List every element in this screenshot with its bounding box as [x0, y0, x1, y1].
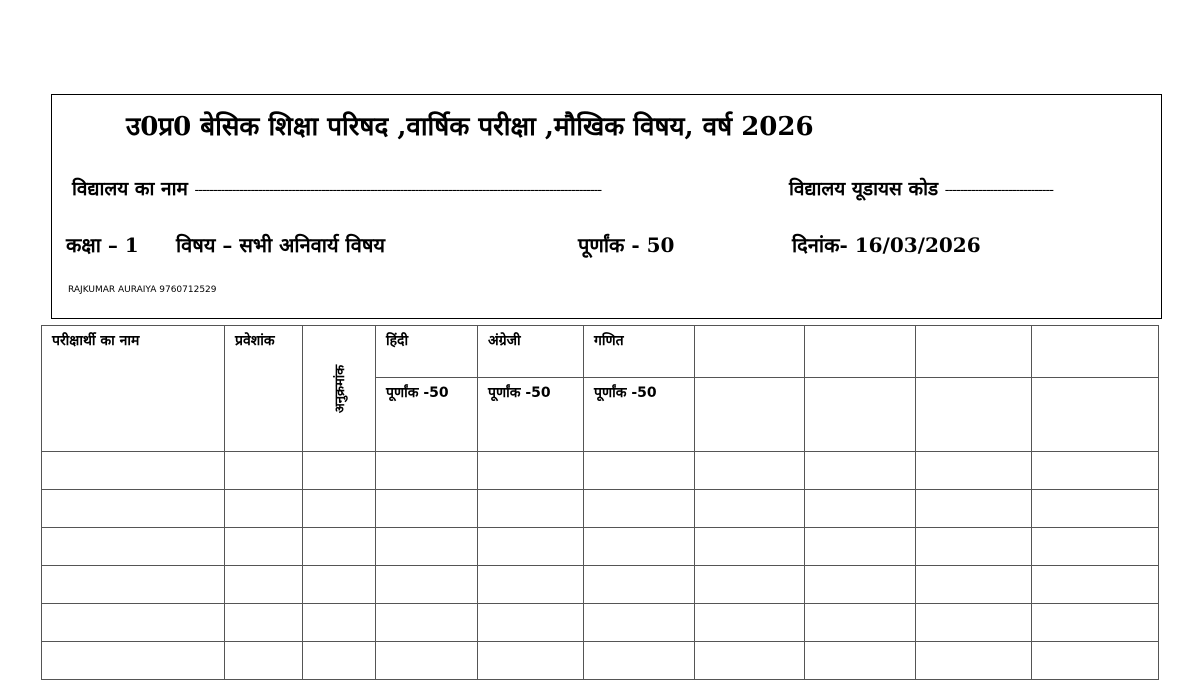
english-max-marks: पूर्णांक -50 [478, 378, 584, 452]
udise-code-blank[interactable]: ----------------------------- [944, 182, 1053, 198]
col-roll-no-label: अनुक्रमांक [333, 364, 348, 413]
table-cell[interactable] [695, 604, 805, 642]
table-cell[interactable] [1032, 604, 1159, 642]
school-name-label: विद्यालय का नाम [72, 178, 188, 200]
table-row [42, 528, 1159, 566]
empty-max-marks [805, 378, 916, 452]
table-cell[interactable] [478, 566, 584, 604]
table-cell[interactable] [916, 528, 1032, 566]
table-cell[interactable] [695, 490, 805, 528]
table-cell[interactable] [695, 566, 805, 604]
col-subject-empty [695, 326, 805, 378]
table-cell[interactable] [805, 490, 916, 528]
table-cell[interactable] [916, 642, 1032, 680]
table-cell[interactable] [225, 528, 303, 566]
table-cell[interactable] [42, 490, 225, 528]
col-admission-no: प्रवेशांक [225, 326, 303, 452]
col-subject-maths: गणित [584, 326, 695, 378]
school-name-field [72, 175, 601, 201]
table-cell[interactable] [42, 604, 225, 642]
table-cell[interactable] [584, 642, 695, 680]
table-cell[interactable] [376, 490, 478, 528]
table-cell[interactable] [1032, 490, 1159, 528]
table-cell[interactable] [376, 528, 478, 566]
table-row [42, 452, 1159, 490]
table-cell[interactable] [376, 604, 478, 642]
table-cell[interactable] [225, 490, 303, 528]
table-row [42, 604, 1159, 642]
table-cell[interactable] [584, 604, 695, 642]
table-cell[interactable] [1032, 528, 1159, 566]
table-cell[interactable] [303, 452, 376, 490]
table-cell[interactable] [225, 566, 303, 604]
table-row [42, 490, 1159, 528]
table-row [42, 642, 1159, 680]
table-cell[interactable] [303, 528, 376, 566]
table-cell[interactable] [1032, 566, 1159, 604]
table-header-row [42, 326, 1159, 378]
table-cell[interactable] [225, 604, 303, 642]
table-cell[interactable] [805, 642, 916, 680]
table-cell[interactable] [478, 604, 584, 642]
table-cell[interactable] [42, 528, 225, 566]
header-box [51, 94, 1162, 319]
col-subject-empty [1032, 326, 1159, 378]
class-label: कक्षा – 1 [66, 233, 139, 257]
table-cell[interactable] [303, 642, 376, 680]
table-cell[interactable] [584, 490, 695, 528]
table-cell[interactable] [805, 566, 916, 604]
col-student-name: परीक्षार्थी का नाम [42, 326, 225, 452]
table-cell[interactable] [916, 604, 1032, 642]
date-label: दिनांक- 16/03/2026 [792, 233, 981, 257]
table-cell[interactable] [478, 490, 584, 528]
table-cell[interactable] [584, 452, 695, 490]
table-cell[interactable] [695, 642, 805, 680]
table-cell[interactable] [225, 642, 303, 680]
hindi-max-marks: पूर्णांक -50 [376, 378, 478, 452]
empty-max-marks [916, 378, 1032, 452]
col-subject-english: अंग्रेजी [478, 326, 584, 378]
table-cell[interactable] [42, 566, 225, 604]
table-cell[interactable] [303, 490, 376, 528]
table-cell[interactable] [478, 642, 584, 680]
table-cell[interactable] [805, 528, 916, 566]
school-name-blank[interactable]: ------------------------------------------------------------------------------------------------------------- [194, 182, 602, 198]
table-cell[interactable] [478, 528, 584, 566]
table-cell[interactable] [303, 566, 376, 604]
col-roll-no [303, 326, 376, 452]
marks-table [41, 325, 1159, 680]
table-cell[interactable] [376, 642, 478, 680]
table-cell[interactable] [916, 566, 1032, 604]
table-cell[interactable] [916, 452, 1032, 490]
table-body [42, 452, 1159, 680]
author-credit: RAJKUMAR AURAIYA 9760712529 [68, 285, 217, 295]
col-subject-hindi: हिंदी [376, 326, 478, 378]
table-cell[interactable] [916, 490, 1032, 528]
page-title: उ0प्र0 बेसिक शिक्षा परिषद ,वार्षिक परीक्षा ,मौखिक विषय, वर्ष 2026 [126, 112, 814, 142]
table-cell[interactable] [695, 528, 805, 566]
table-cell[interactable] [478, 452, 584, 490]
empty-max-marks [1032, 378, 1159, 452]
udise-code-label: विद्यालय यूडायस कोड [789, 178, 939, 200]
udise-code-field [789, 175, 1053, 201]
table-cell[interactable] [225, 452, 303, 490]
table-cell[interactable] [376, 566, 478, 604]
table-cell[interactable] [1032, 452, 1159, 490]
table-cell[interactable] [42, 642, 225, 680]
table-cell[interactable] [303, 604, 376, 642]
col-subject-empty [805, 326, 916, 378]
table-row [42, 566, 1159, 604]
subject-label: विषय – सभी अनिवार्य विषय [176, 233, 385, 257]
max-marks-label: पूर्णांक - 50 [578, 233, 675, 257]
maths-max-marks: पूर्णांक -50 [584, 378, 695, 452]
table-cell[interactable] [584, 566, 695, 604]
table-cell[interactable] [42, 452, 225, 490]
table-cell[interactable] [584, 528, 695, 566]
table-cell[interactable] [805, 604, 916, 642]
table-cell[interactable] [805, 452, 916, 490]
table-cell[interactable] [695, 452, 805, 490]
table-cell[interactable] [376, 452, 478, 490]
empty-max-marks [695, 378, 805, 452]
table-cell[interactable] [1032, 642, 1159, 680]
col-subject-empty [916, 326, 1032, 378]
